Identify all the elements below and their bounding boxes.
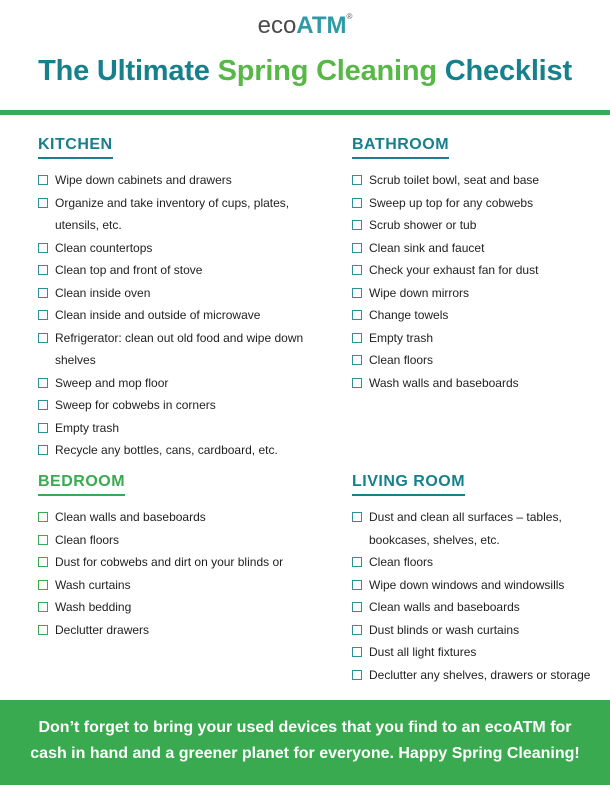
checklist-item-label: Clean inside and outside of microwave: [55, 308, 261, 322]
kitchen-list: [38, 169, 313, 462]
checklist-item: [38, 619, 323, 642]
checklist-item: [38, 259, 313, 282]
checklist-item: [352, 259, 592, 282]
checklist-item: [352, 641, 602, 664]
checklist-item: [38, 417, 313, 440]
checkbox-icon[interactable]: [38, 175, 48, 185]
checkbox-icon[interactable]: [352, 220, 362, 230]
checkbox-icon[interactable]: [38, 557, 48, 567]
checkbox-icon[interactable]: [38, 198, 48, 208]
checklist-item-label: Scrub toilet bowl, seat and base: [369, 173, 540, 187]
title-part-1: The Ultimate: [38, 55, 218, 87]
checkbox-icon[interactable]: [352, 310, 362, 320]
bedroom-heading: BEDROOM: [38, 473, 125, 496]
checklist-item-label: Clean floors: [369, 353, 434, 367]
checklist-item: [38, 574, 323, 597]
checklist-item-label: Dust blinds or wash curtains: [369, 622, 520, 637]
checklist-item-label: Clean floors: [55, 532, 120, 547]
page-title: [0, 55, 610, 88]
checklist-item-label: Refrigerator: clean out old food and wipe down shelves: [55, 330, 304, 367]
footer-line-2: cash in hand and a greener planet for everyone. Happy Spring Cleaning!: [30, 745, 580, 762]
checkbox-icon[interactable]: [38, 512, 48, 522]
checkbox-icon[interactable]: [352, 647, 362, 657]
living-room-list: [352, 506, 602, 686]
checkbox-icon[interactable]: [352, 288, 362, 298]
bathroom-list: [352, 169, 592, 394]
checklist-item-label: Wash bedding: [55, 600, 132, 614]
checklist-item: [352, 192, 592, 215]
checkbox-icon[interactable]: [352, 243, 362, 253]
checklist-item-label: Clean top and front of stove: [55, 263, 203, 277]
checklist-item: [38, 394, 313, 417]
checklist-item: [38, 304, 313, 327]
title-part-3: Checklist: [436, 55, 572, 87]
checkbox-icon[interactable]: [38, 378, 48, 388]
bathroom-heading: BATHROOM: [352, 136, 449, 159]
living-room-section: [352, 473, 602, 686]
checklist-item: [352, 596, 602, 619]
checkbox-icon[interactable]: [352, 355, 362, 365]
ecoatm-logo: [0, 12, 610, 40]
checklist-item-label: Clean countertops: [55, 240, 153, 255]
checklist-item: [352, 664, 602, 687]
checklist-item-label: Dust all light fixtures: [369, 645, 477, 659]
checklist-item: [352, 372, 592, 395]
checklist-item-label: Clean sink and faucet: [369, 240, 485, 255]
checklist-item: [352, 237, 592, 260]
checklist-item: [38, 529, 323, 552]
checklist-item-label: Declutter any shelves, drawers or storage: [369, 667, 591, 682]
checklist-item-label: Scrub shower or tub: [369, 218, 477, 232]
checkbox-icon[interactable]: [38, 423, 48, 433]
logo-registered-mark: ®: [346, 12, 353, 21]
checklist-item: [352, 574, 602, 597]
logo-eco-text: eco: [257, 12, 297, 39]
checklist-item: [352, 304, 592, 327]
footer-line-1: Don’t forget to bring your used devices that you find to an ecoATM for: [38, 719, 572, 736]
checkbox-icon[interactable]: [352, 602, 362, 612]
kitchen-section: [38, 136, 313, 462]
checklist-item-label: Sweep and mop floor: [55, 375, 169, 390]
checklist-item: [38, 282, 313, 305]
title-part-2: Spring Cleaning: [217, 55, 437, 87]
checkbox-icon[interactable]: [38, 535, 48, 545]
checkbox-icon[interactable]: [352, 580, 362, 590]
checklist-item-label: Dust and clean all surfaces – tables, bookcases, shelves, etc.: [369, 510, 562, 547]
checkbox-icon[interactable]: [38, 602, 48, 612]
checklist-item: [38, 192, 313, 237]
checklist-item-label: Clean walls and baseboards: [369, 600, 520, 614]
checklist-item-label: Change towels: [369, 308, 449, 322]
checkbox-icon[interactable]: [38, 625, 48, 635]
checklist-item: [352, 619, 602, 642]
checkbox-icon[interactable]: [352, 378, 362, 388]
checklist-item: [38, 596, 323, 619]
checklist-item: [38, 372, 313, 395]
checkbox-icon[interactable]: [38, 400, 48, 410]
checklist-item-label: Clean inside oven: [55, 285, 151, 300]
checklist-item: [352, 506, 602, 551]
checklist-item-label: Clean floors: [369, 555, 434, 569]
checkbox-icon[interactable]: [38, 445, 48, 455]
checklist-item-label: Wash curtains: [55, 577, 131, 592]
checklist-item: [352, 327, 592, 350]
checklist-item-label: Organize and take inventory of cups, plates, utensils, etc.: [55, 195, 290, 232]
checkbox-icon[interactable]: [352, 670, 362, 680]
bathroom-section: [352, 136, 592, 394]
checkbox-icon[interactable]: [352, 175, 362, 185]
checkbox-icon[interactable]: [352, 512, 362, 522]
checklist-item-label: Recycle any bottles, cans, cardboard, etc.: [55, 443, 278, 457]
checkbox-icon[interactable]: [352, 198, 362, 208]
checklist-item-label: Wipe down cabinets and drawers: [55, 173, 232, 187]
checklist-item-label: Declutter drawers: [55, 622, 150, 637]
checkbox-icon[interactable]: [352, 625, 362, 635]
checklist-item-label: Sweep for cobwebs in corners: [55, 398, 216, 412]
checklist-item: [352, 282, 592, 305]
checklist-item-label: Sweep up top for any cobwebs: [369, 195, 534, 210]
checkbox-icon[interactable]: [38, 333, 48, 343]
bedroom-section: [38, 473, 323, 641]
checkbox-icon[interactable]: [38, 288, 48, 298]
checklist-item-label: Check your exhaust fan for dust: [369, 263, 539, 277]
title-divider: [0, 110, 610, 115]
checklist-item-label: Wipe down mirrors: [369, 285, 470, 300]
checklist-item-label: Wash walls and baseboards: [369, 375, 519, 390]
checklist-item: [352, 349, 592, 372]
checklist-item-label: Wipe down windows and windowsills: [369, 577, 565, 592]
checklist-item: [352, 551, 602, 574]
living-room-heading: LIVING ROOM: [352, 473, 465, 496]
checkbox-icon[interactable]: [352, 265, 362, 275]
checkbox-icon[interactable]: [38, 580, 48, 590]
checklist-item: [38, 551, 323, 574]
checklist-item-label: Empty trash: [55, 420, 120, 435]
logo-atm-text: ATM: [296, 12, 347, 39]
checklist-item: [38, 327, 313, 372]
checkbox-icon[interactable]: [352, 557, 362, 567]
checklist-item: [38, 506, 323, 529]
checklist-item-label: Clean walls and baseboards: [55, 510, 206, 524]
checklist-item-label: Dust for cobwebs and dirt on your blinds or: [55, 555, 284, 569]
checkbox-icon[interactable]: [38, 265, 48, 275]
bedroom-list: [38, 506, 323, 641]
checklist-item: [352, 169, 592, 192]
checklist-item: [352, 214, 592, 237]
checkbox-icon[interactable]: [38, 243, 48, 253]
checkbox-icon[interactable]: [38, 310, 48, 320]
kitchen-heading: KITCHEN: [38, 136, 113, 159]
checklist-item: [38, 237, 313, 260]
checklist-item: [38, 169, 313, 192]
checklist-item-label: Empty trash: [369, 330, 434, 345]
checkbox-icon[interactable]: [352, 333, 362, 343]
footer-banner: [0, 700, 610, 785]
checklist-item: [38, 439, 313, 462]
